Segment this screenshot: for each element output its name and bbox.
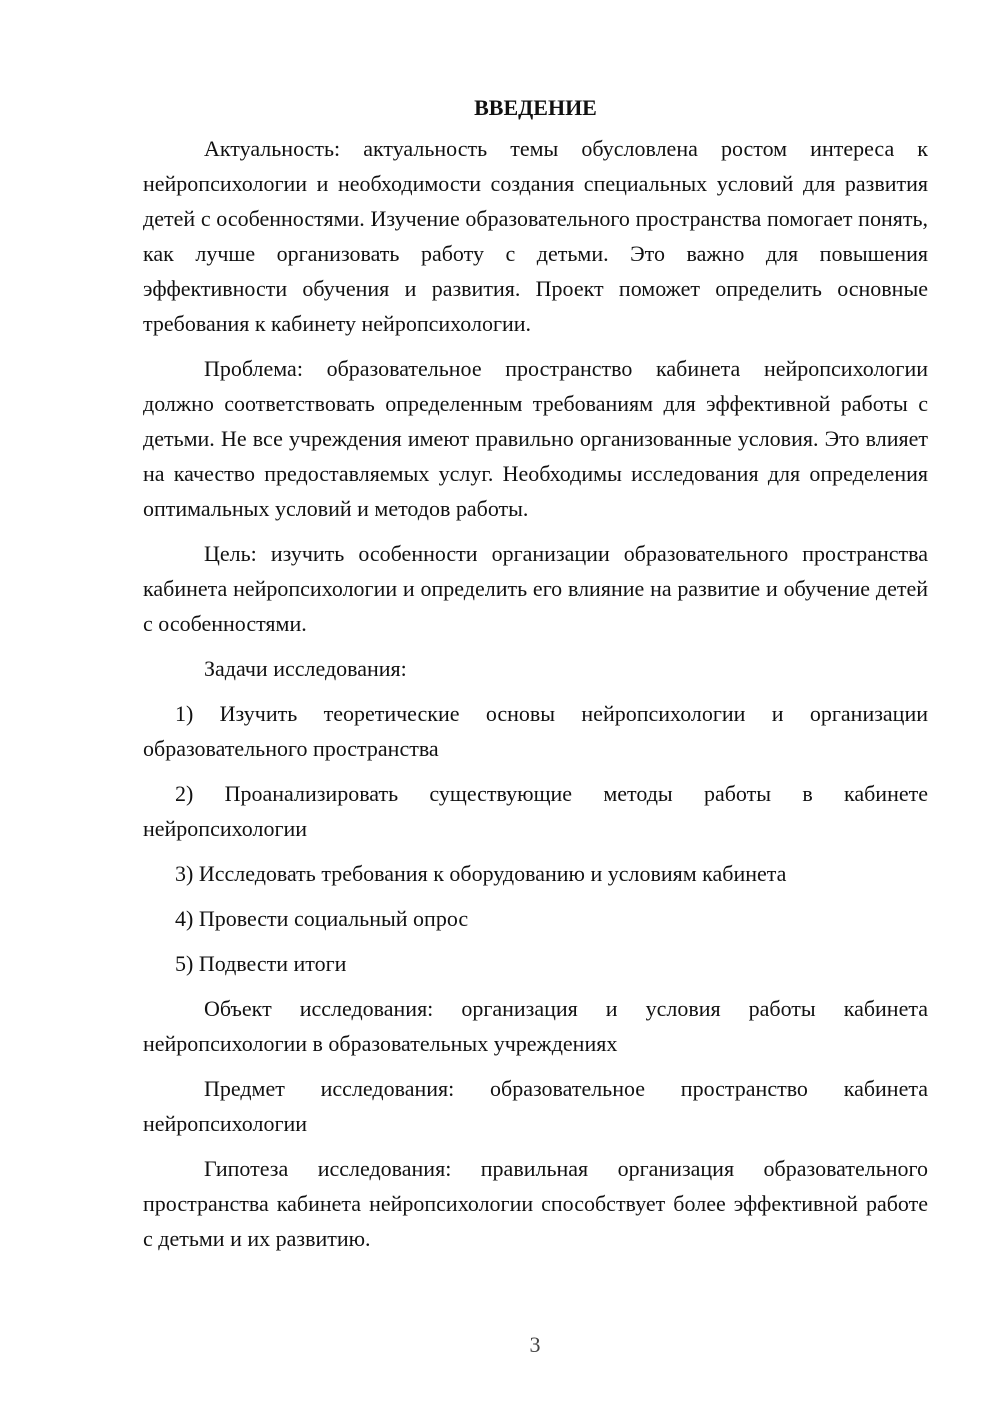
task-item: 2) Проанализировать существующие методы работы в кабинете нейропсихологии (143, 781, 928, 841)
hypothesis-paragraph: Гипотеза исследования: правильная организация образовательного пространства кабинета нейропсихологии способствует более эффективной работе с детьми и их развитию. (143, 1156, 928, 1251)
task-item: 1) Изучить теоретические основы нейропсихологии и организации образовательного пространства (143, 701, 928, 761)
task-item: 3) Исследовать требования к оборудованию и условиям кабинета (175, 861, 787, 886)
problem-paragraph: Проблема: образовательное пространство кабинета нейропсихологии должно соответствовать определенным требованиям для эффективной работы с детьми. Не все учреждения имеют правильно организованные условия. Это влияет на качество предоставляемых услуг. Необходимы исследования для определения оптимальных условий и методов работы. (143, 356, 928, 521)
relevance-paragraph: Актуальность: актуальность темы обусловлена ростом интереса к нейропсихологии и необходимости создания специальных условий для развития детей с особенностями. Изучение образовательного пространства помогает понять, как лучше организовать работу с детьми. Это важно для повышения эффективности обучения и развития. Проект поможет определить основные требования к кабинету нейропсихологии. (143, 136, 928, 336)
tasks-heading: Задачи исследования: (204, 656, 407, 681)
object-paragraph: Объект исследования: организация и условия работы кабинета нейропсихологии в образовательных учреждениях (143, 996, 928, 1056)
page-number: 3 (529, 1332, 541, 1357)
document-page (143, 90, 928, 1266)
page-title: ВВЕДЕНИЕ (474, 95, 597, 120)
task-item: 4) Провести социальный опрос (175, 906, 469, 931)
subject-paragraph: Предмет исследования: образовательное пространство кабинета нейропсихологии (143, 1076, 928, 1136)
goal-paragraph: Цель: изучить особенности организации образовательного пространства кабинета нейропсихологии и определить его влияние на развитие и обучение детей с особенностями. (143, 541, 928, 636)
task-item: 5) Подвести итоги (175, 951, 347, 976)
